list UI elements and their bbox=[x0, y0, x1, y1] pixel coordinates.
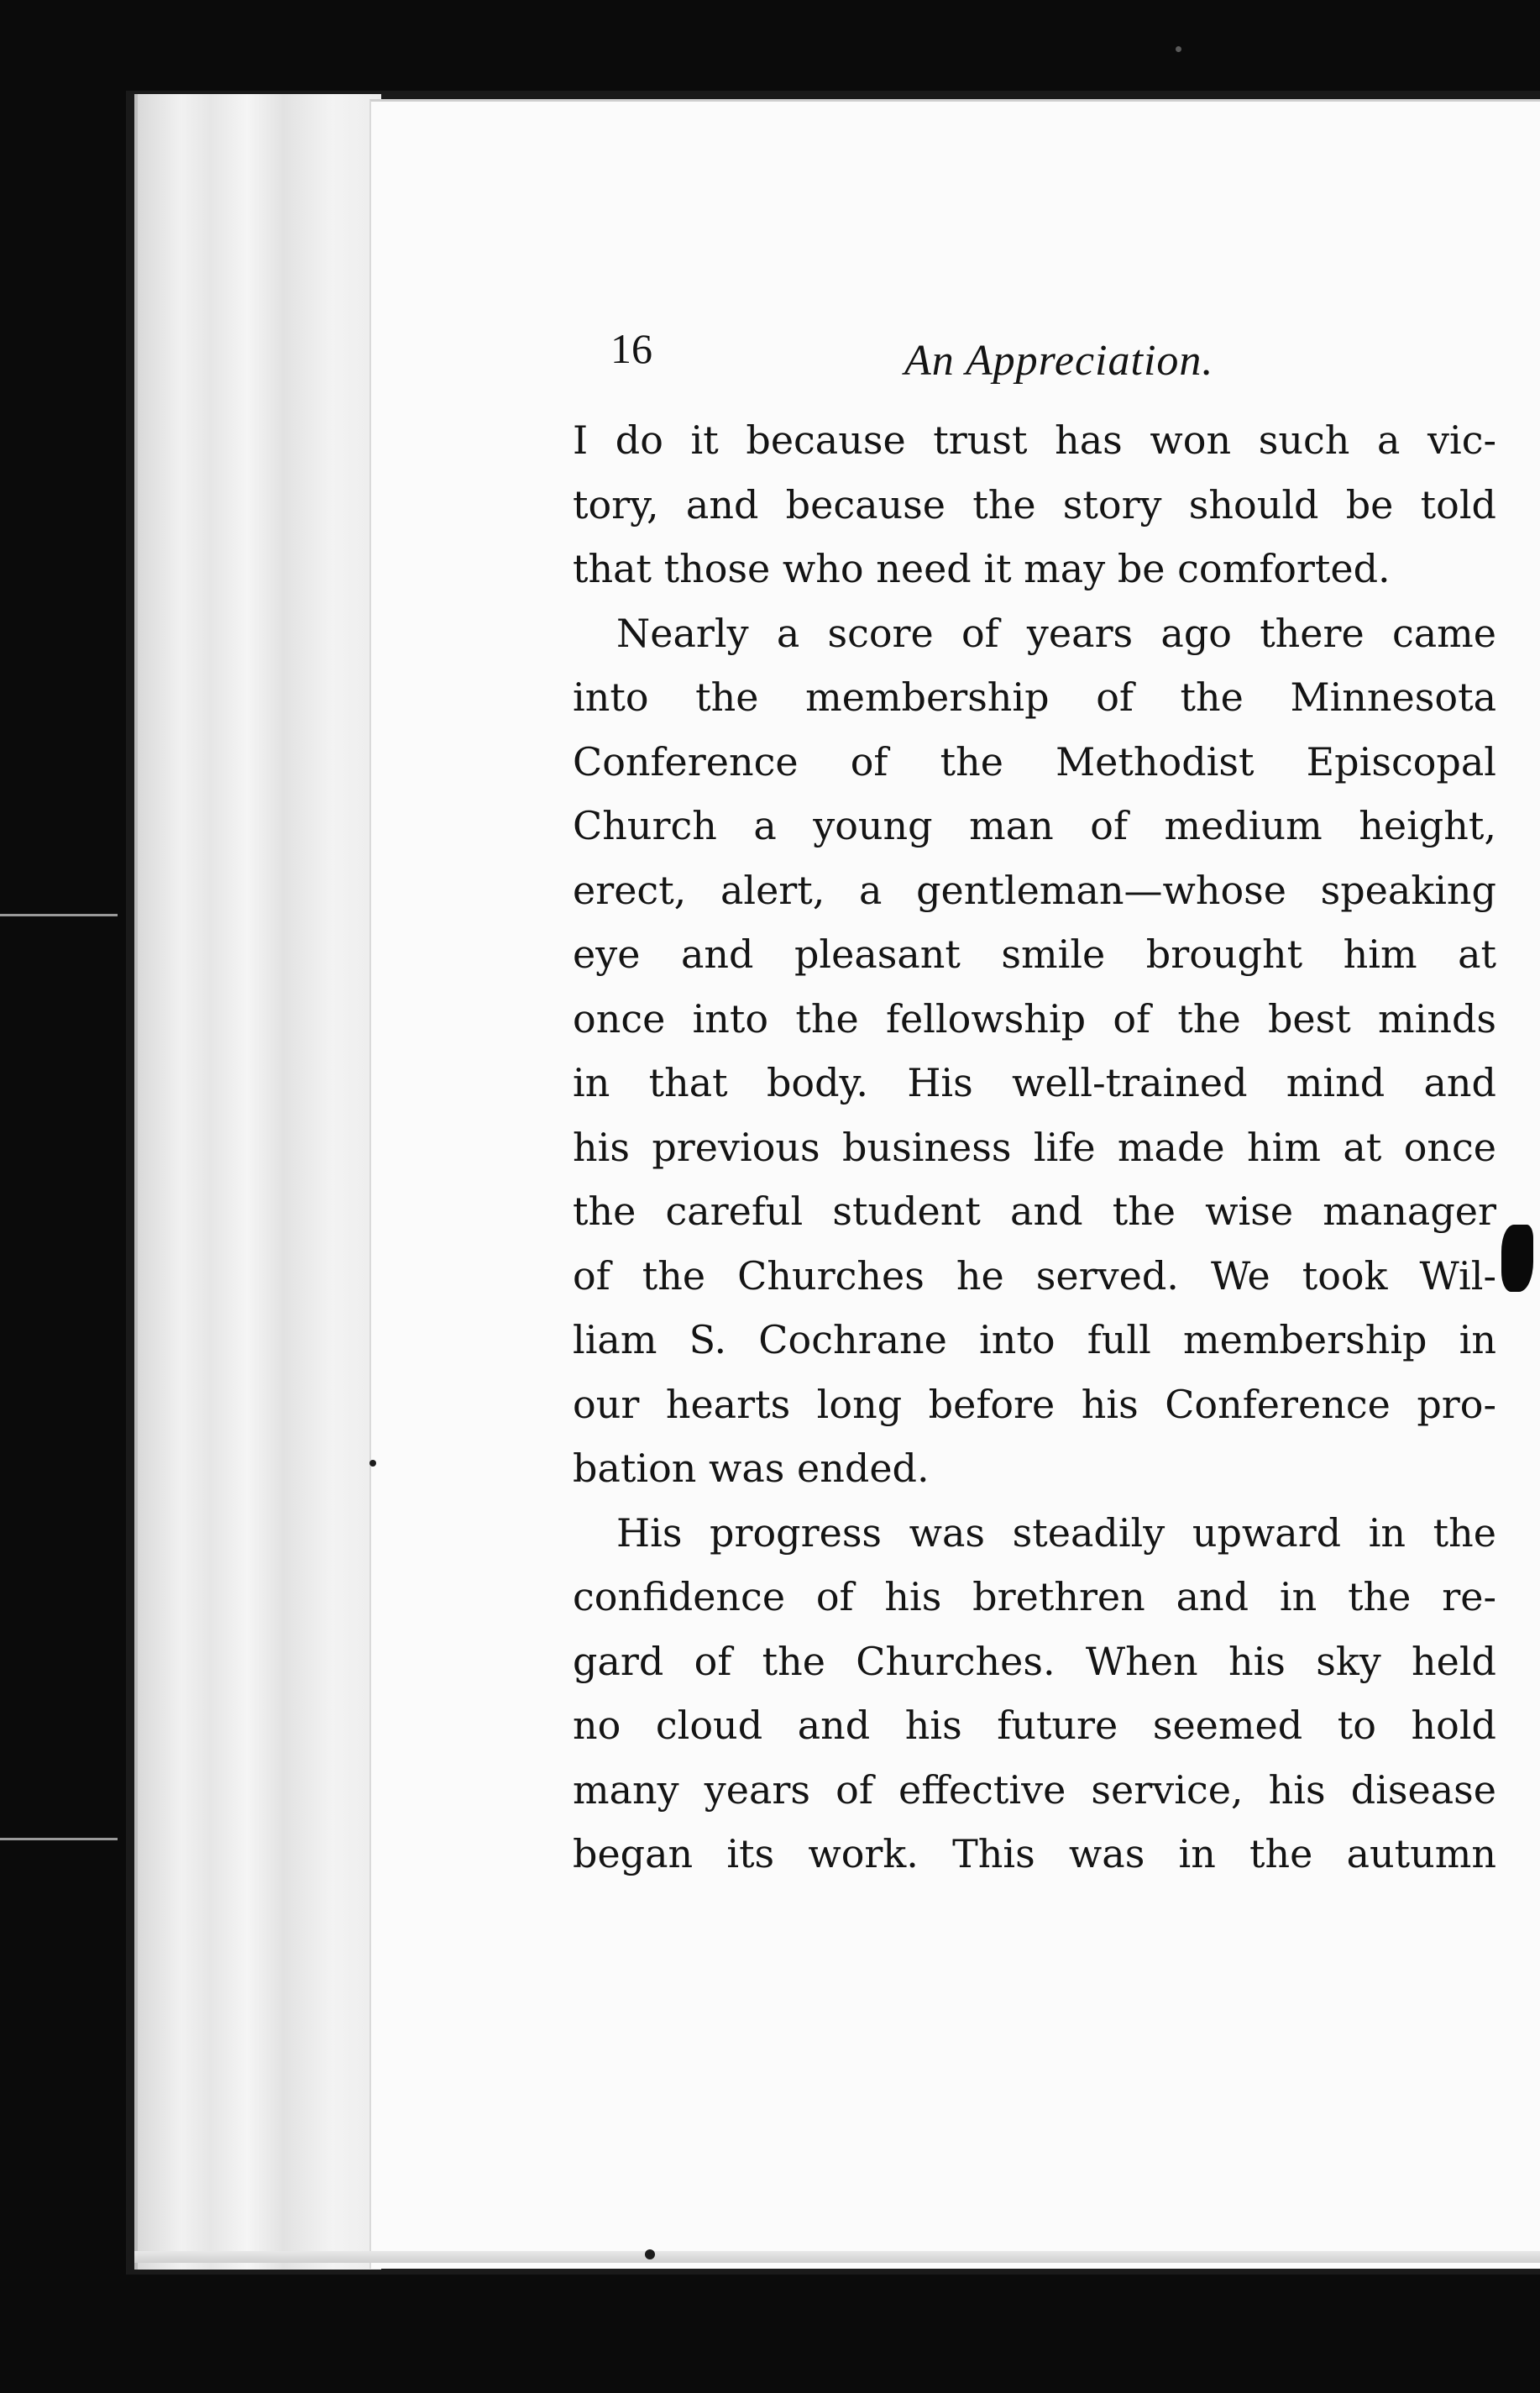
text-line: tory, and because the story should be told bbox=[573, 481, 1496, 527]
running-head bbox=[573, 324, 1496, 391]
text-line: eye and pleasant smile brought him at bbox=[573, 931, 1496, 977]
scan-artifact-line bbox=[0, 1838, 118, 1840]
text-line: of the Churches he served. We took Wil- bbox=[573, 1252, 1496, 1299]
text-line: no cloud and his future seemed to hold bbox=[573, 1703, 1496, 1748]
text-line: his previous business life made him at once bbox=[573, 1124, 1496, 1170]
dust-speck bbox=[1176, 46, 1181, 52]
text-line: many years of effective service, his disease bbox=[573, 1766, 1496, 1813]
page-edges bbox=[134, 94, 381, 2270]
text-line: Nearly a score of years ago there came bbox=[616, 610, 1496, 656]
text-line: I do it because trust has won such a vic- bbox=[573, 417, 1496, 463]
text-line: our hearts long before his Conference pro- bbox=[573, 1381, 1496, 1427]
paragraph bbox=[573, 408, 1496, 601]
text-line: once into the fellowship of the best minds bbox=[573, 995, 1496, 1042]
text-line: in that body. His well-trained mind and bbox=[573, 1060, 1496, 1105]
text-line: confidence of his brethren and in the re- bbox=[573, 1574, 1496, 1619]
paragraph bbox=[573, 1501, 1496, 1887]
dust-speck bbox=[645, 2249, 655, 2259]
text-line: into the membership of the Minnesota bbox=[573, 674, 1496, 720]
text-line: began its work. This was in the autumn bbox=[573, 1831, 1496, 1876]
text-line: His progress was steadily upward in the bbox=[616, 1509, 1496, 1556]
text-line: Conference of the Methodist Episcopal bbox=[573, 738, 1496, 785]
text-line: erect, alert, a gentleman—whose speaking bbox=[573, 867, 1496, 913]
page-number: 16 bbox=[610, 325, 652, 372]
text-line: liam S. Cochrane into full membership in bbox=[573, 1317, 1496, 1362]
page-text bbox=[573, 324, 1496, 1887]
text-line: that those who need it may be comforted. bbox=[573, 546, 1391, 591]
running-title: An Appreciation. bbox=[904, 337, 1214, 385]
scan-artifact-line bbox=[0, 914, 118, 916]
margin-ink-blot bbox=[1501, 1225, 1533, 1292]
page-bottom-edge bbox=[134, 2251, 1540, 2263]
dust-speck bbox=[369, 1460, 376, 1467]
paragraph bbox=[573, 601, 1496, 1501]
text-line: gard of the Churches. When his sky held bbox=[573, 1638, 1496, 1684]
text-line: Church a young man of medium height, bbox=[573, 803, 1496, 848]
text-line: bation was ended. bbox=[573, 1446, 930, 1491]
text-line: the careful student and the wise manager bbox=[573, 1189, 1496, 1234]
